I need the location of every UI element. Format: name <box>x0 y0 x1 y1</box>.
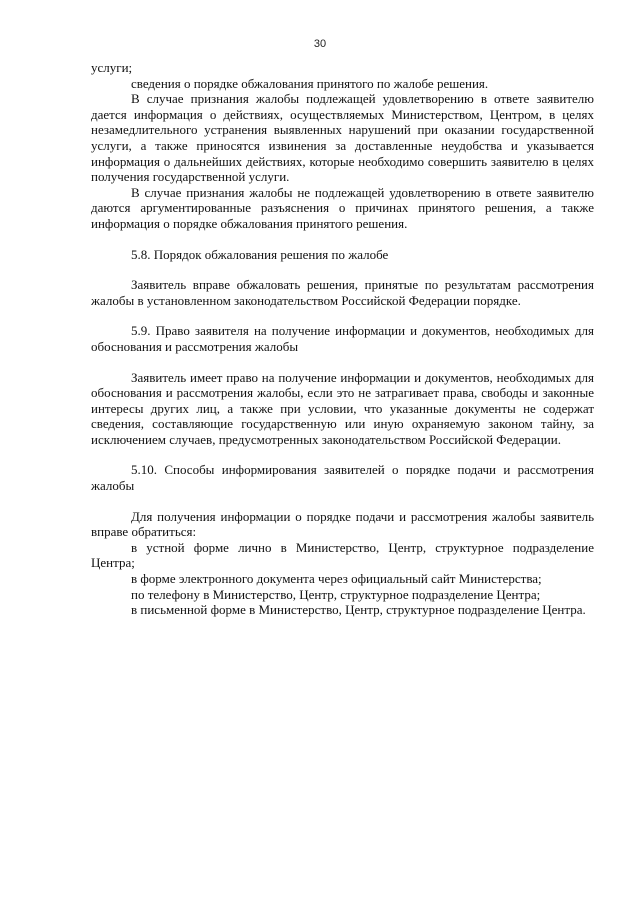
list-item: в устной форме лично в Министерство, Центр, структурное подразделение Центра; <box>91 539 594 571</box>
paragraph: сведения о порядке обжалования принятого по жалобе решения. <box>131 75 489 91</box>
paragraph: услуги; <box>91 60 133 75</box>
section-paragraph: Заявитель вправе обжаловать решения, принятые по результатам рассмотрения жалобы в установленном законодательством Российской Федерации порядке. <box>91 277 594 308</box>
section-heading-5-10: 5.10. Способы информирования заявителей о порядке подачи и рассмотрения жалобы <box>91 462 594 494</box>
document-body <box>91 60 594 618</box>
list-item: в форме электронного документа через официальный сайт Министерства; <box>131 571 542 587</box>
section-heading-5-9: 5.9. Право заявителя на получение информации и документов, необходимых для обоснования и рассмотрения жалобы <box>91 323 594 354</box>
section-paragraph: Заявитель имеет право на получение информации и документов, необходимых для обоснования и рассмотрения жалобы, если это не затрагивает права, свободы и законные интересы других лиц, а также при условии, что указанные документы не содержат сведения, составляющие государственную или иную охраняемую законом тайну, за исключением случаев, предусмотренных законодательством Российской Федерации. <box>91 369 594 447</box>
list-item: по телефону в Министерство, Центр, структурное подразделение Центра; <box>131 586 541 602</box>
page-number: 30 <box>313 38 327 50</box>
paragraph: В случае признания жалобы подлежащей удовлетворению в ответе заявителю дается информация о действиях, осуществляемых Министерством, Центром, в целях незамедлительного устранения выявленных нарушений при оказании государственной услуги, а также приносятся извинения за доставленные неудобства и указывается информация о дальнейших действиях, которые необходимо совершить заявителю в целях получения государственной услуги. <box>91 91 594 185</box>
section-paragraph: Для получения информации о порядке подачи и рассмотрения жалобы заявитель вправе обратиться: <box>91 508 594 540</box>
list-item: в письменной форме в Министерство, Центр, структурное подразделение Центра. <box>131 602 586 618</box>
paragraph: В случае признания жалобы не подлежащей удовлетворению в ответе заявителю даются аргументированные разъяснения о причинах принятого решения, а также информация о порядке обжалования принятого решения. <box>91 184 594 231</box>
section-heading-5-8: 5.8. Порядок обжалования решения по жалобе <box>131 246 389 262</box>
